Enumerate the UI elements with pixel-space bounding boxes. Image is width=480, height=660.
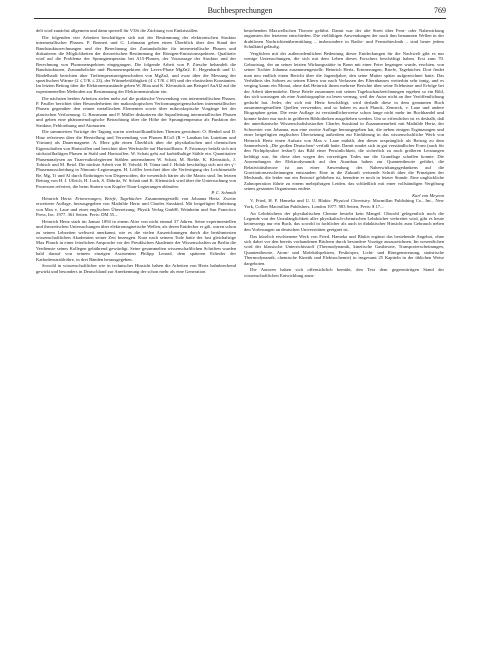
review-authors: V. Fried, H. F. Hameka und U. U. Blukis: bbox=[250, 198, 332, 204]
right-column bbox=[244, 28, 444, 280]
review-signature: P. C. Schmidt bbox=[211, 190, 236, 196]
paragraph: Heinrich Hertz starb im Januar 1894 in einem Alter von nicht einmal 37 Jahren. Seine experimentellen und theoretischen Untersuchungen über elektromagnetische Wellen, als deren Entdecker er gilt, waren schon zu seinen Lebzeiten weltweit anerkannt, wie es die vielen Auszeichnungen durch die berühmtesten wissenschaftlichen Akademien seiner Zeit bezeugen. Kurz nach seinem Tode hatte der fast gleichaltrige Max Planck in einer feierlichen Ansprache vor der Preußischen Akademie der Wissenschaften zu Berlin die Verdienste seines Kollegen gebührend gewürdigt. Seine gesammelten wissenschaftlichen Schriften wurden bald darauf von seinem einzigen Assistenten Philipp Lenard, dem späteren Erfinder der Kathodenstrahlröhre, in drei Bänden herausgegeben. bbox=[36, 218, 236, 262]
paragraph: bestehenden Maxwellschen Theorie geführt. Damit war der alte Streit über Fern- oder Nahewirkung zugunsten der letzteren entschieden. Die vielfältigen Anwendungen der nach ihm benannten Wellen in der drahtlosen Nachrichtenübermittlung – insbesondere in Radio- und Fernsehtechnik – sind heute jedem Schulkind geläufig. bbox=[244, 28, 444, 50]
paragraph: delt wird zunächst allgemein und dann speziell für V3Si die Züchtung von Einkristallen. bbox=[36, 28, 199, 33]
review-heading bbox=[36, 196, 236, 218]
review-signature: Karl von Meyenn bbox=[412, 192, 444, 198]
header-rule bbox=[34, 18, 446, 19]
paragraph: Die summierten Vorträge der Tagung waren werkstoffkundlichen Themen gewidmet: O. Henkel und D. Hinz referieren über die Herstellung und Verwendung von Phasen RCo5 (R = Lanthan bis Lutetium und Yttrium) als Dauermagnete. A. Merz gibt einen Überblick über die physikalischen und chemischen Eigenschaften von Hartstoffen und berichtet über Werkstoffe auf Hartstoffbasis. P. Fritzmayr befaßt sich mit stickstoffhaltigen Phasen in Stahl und Hartstoffen. W. Schatt geht auf karbidhaltige Stähle ein. Quantitative Phasenanalysen an Titan-mikrolegierten Stählen unternahmen W. Schatt, M. Riehle, K. Kleinstück, J. Tobisch und M. Betzl. Die nächste Arbeit von H. Vohold, H. Tüma und J. Holub beschäftigt sich mit der γ′-Phasenausscheidung in Nimonic-Legierungen. H. Löffler berichtet über die Verfestigung der Leichtmetalle Be, Mg, Ti und Al durch Einbringen von Dispersoiden, die wesentlich härter als die Matrix sind. Im letzten Beitrag von H. J. Ullrich, H. Luck, S. Däbritz, W. Schatt und K. Kleinstück wird über die Untersuchung von Prozessen referiert, die beim Sintern von Kupfer-Titan-Legierungen ablaufen. bbox=[36, 129, 236, 189]
paragraph: Sowohl in wissenschaftlicher wie in technischer Hinsicht haben die Arbeiten von Hertz bahnbrechend gewirkt und besonders in Deutschland zur Anerkennung der schon mehr als eine Generation bbox=[36, 263, 236, 274]
review-authors: Heinrich Hertz: bbox=[42, 195, 73, 201]
paragraph: Die Autoren haben sich offensichtlich bemüht, den Text dem gegenwärtigen Stand der wissenschaftlichen Entwicklung anzu- bbox=[244, 267, 444, 278]
review-book-title: Erinnerungen, Briefe, Tagebücher. bbox=[75, 195, 143, 201]
left-column bbox=[36, 28, 236, 276]
paragraph: An Lehrbüchern der physikalischen Chemie besteht kein Mangel. Obwohl gelegentlich noch die Legende von der Unzulänglichkeit aller physikalisch-chemischen Lehrbücher verbreitet wird, gibt es heute keineswegs nur ein Buch, das sowohl in fachlicher als auch in didaktischer Hinsicht zum Gebrauch neben den Vorlesungen an deutschen Universitäten geeignet ist. bbox=[244, 210, 444, 232]
review-publication-details: Macmillan Publishing Co., Inc., New York, Collier Macmillan Publishers, London 1977. 983 Seiten, Preis: $ 17.– bbox=[244, 198, 444, 209]
running-head: Buchbesprechungen bbox=[207, 6, 273, 15]
review-book-title: Physical Chemistry. bbox=[333, 198, 371, 204]
review-publication-details: Zusammengestellt von Johanna Hertz. Zweite erweiterte Auflage, herausgegeben von Mathilde Hertz und Charles Susskind. Mit beigefügter Einleitung von Max v. Laue und einer englischen Übersetzung. Physik Verlag GmbH, Weinheim und San Francisco Press, Inc. 1977. 361 Seiten. Preis: DM 55.– bbox=[36, 195, 237, 217]
paragraph: Das kürzlich erschienene Werk von Fried, Hameka und Blukis ergänzt das bestehende Angebot, ohne sich dabei vor den bereits vorhandenen Büchern durch besondere Vorzüge auszuzeichnen. Im wesentlichen wird der klassische Unterrichtsstoff (Thermodynamik, kinetische Gastheorie, Transporterscheinungen, Quantentheorie, Atom- und Molekülspektren, Festkörper, Licht- und Röntgenstreuung, statistische Thermodynamik, chemische Kinetik und Elektrochemie) in insgesamt 25 Kapiteln in der üblichen Weise dargeboten. bbox=[244, 233, 444, 266]
review-heading bbox=[244, 198, 444, 209]
paragraph: Verglichen mit der außerordentlichen Bedeutung dieser Entdeckungen für die Nachwelt gibt es nur wenige Untersuchungen, die sich mit dem Leben dieses Forschers beschäftigt haben. Erst zum 70. Geburtstag, der an seiner letzten Wirkungsstätte in Bonn mit einer Feier begangen wurde, erschien, von seiner Tochter Johanna zusammengestellt: Heinrich Hertz, Erinnerungen, Briefe, Tagebücher. Dort findet man neu endlich einen Bericht über die Jugendjahre, den seine Mutter später aufgezeichnet hatte. Das Verhältnis des Sohnes zu seinen Eltern war nach Verlassen des Elternhauses weiterhin sehr innig, und es verging kaum ein Monat, ohne daß Heinrich ihnen mehrere Berichte über seine Erlebnisse und Erfolge bei der Arbeit übermittelte. Diese Briefe zusammen mit seinen Tagebuchaufzeichnungen ergeben so ein Bild, das sich sozusagen als eine Autobiographie zu lesen vermag, weil der Autor nicht an ihre Veröffentlichung gedacht hat. Jeder, der sich mit Hertz beschäftigt, wird deshalb diese in dem genannten Buch zusammengestellten Quellen verwenden, und so haben es auch Planck, Zenneck, v. Laue und andere Biographen getan. Die erste Auflage ist verständlicherweise schon lange nicht mehr im Buchhandel und konnte bisher nur noch in größeren Bibliotheken ausgeliehen werden. Um so erfreulicher ist es deshalb, daß der amerikanische Wissenschaftshistoriker Charles Susskind in Zusammenarbeit mit Mathilde Hertz, der Schwester von Johanna, nun eine zweite Auflage herausgegeben hat, die neben einigen Ergänzungen und einer beigefügten englischen Übersetzung außerdem zur Einführung in das wissenschaftliche Werk von Heinrich Hertz einen Aufsatz von Max v. Laue enthält, den dieser ursprünglich als Beitrag zu dem Sammelwerk „Die großen Deutschen“ verfaßt hatte. Damit rundet sich in gut verständlicher Form (auch für den Nichtphysiker lesbar!) das Bild einer Persönlichkeit, die sicherlich zu noch größeren Leistungen befähigt war, für diese aber wegen des vorzeitigen Todes nur die Grundlage schaffen konnte. Die Anwendungen der Elektrodynamik auf den Atombau haben zur Quantentheorie geführt, die Relativitätstheorie ist aus einer Anwendung des Naheswirkungsgedankens auf die Gravitationserscheinungen entstanden. Eine in die Zukunft weisende Schrift über die Prinzipien der Mechanik, die leider nur ein Entwurf geblieben ist, beendete er noch in letzter Stunde. Eine unglückliche Zahnoperation führte zu einem mehrjährigen Leiden, das schließlich mit einer vollständigen Vergiftung seines gesamten Organismus endete. bbox=[244, 51, 444, 192]
paragraph: Die nächsten beiden Arbeiten zielen mehr auf die praktische Verwendung von intermetallischen Phasen. P. Paufler berichtet über Besonderheiten der makroskopischen Verformungseigenschaften intermetallischer Phasen gegenüber den reinen metallischen Elementen sowie über mikroskopische Vorgänge bei der plastischen Verformung. G. Rassmann und P. Müller diskutieren die Supralleitung intermetallischer Phasen und geben eine phänomenologische Betrachtung über die Höhe der Sprungtemperatur als Funktion der Struktur, Fehlordnung und Atomarten. bbox=[36, 95, 236, 128]
paragraph: Die folgenden vier Arbeiten beschäftigen sich mit der Bestimmung der elektronischen Struktur intermetallischer Phasen. P. Rennert und G. Lehmann geben einen Überblick über den Stand der Bandstrukturrechnungen und der Berechnung der Zustandsdichte für intermetallische Phasen und diskutieren die Möglichkeiten der theoretischen Bestimmung der Röntgen-Emissionsspektren. Qualitativ wird auf die Probleme der Sprungtemperatur bei A15-Phasen, der Voraussage der Struktur und der Berechnung von Phononenspektren eingegangen. Die folgende Arbeit von P. Ziesche behandelt die Bandstrukturen, Zustandsdichte und Phononenspektren der Laves-Phase MgZn2. E. Hegenbarth und U. Rindelhardt berichten über Tieftemperatureigenschaften von MgZn2, und zwar über die Messung der spezifischen Wärme (2 ≤ T/K ≤ 23), der Wärmeleitfähigkeit (4 ≤ T/K ≤ 60) und der elastischen Konstanten. Im letzten Beitrag über die Elektronenzustände geben W. Blau und K. Kleinstück am Beispiel AuAl2 auf die experimentellen Methoden zur Bestimmung der Elektronenstruktur ein. bbox=[36, 34, 236, 94]
page-number: 769 bbox=[434, 6, 446, 15]
